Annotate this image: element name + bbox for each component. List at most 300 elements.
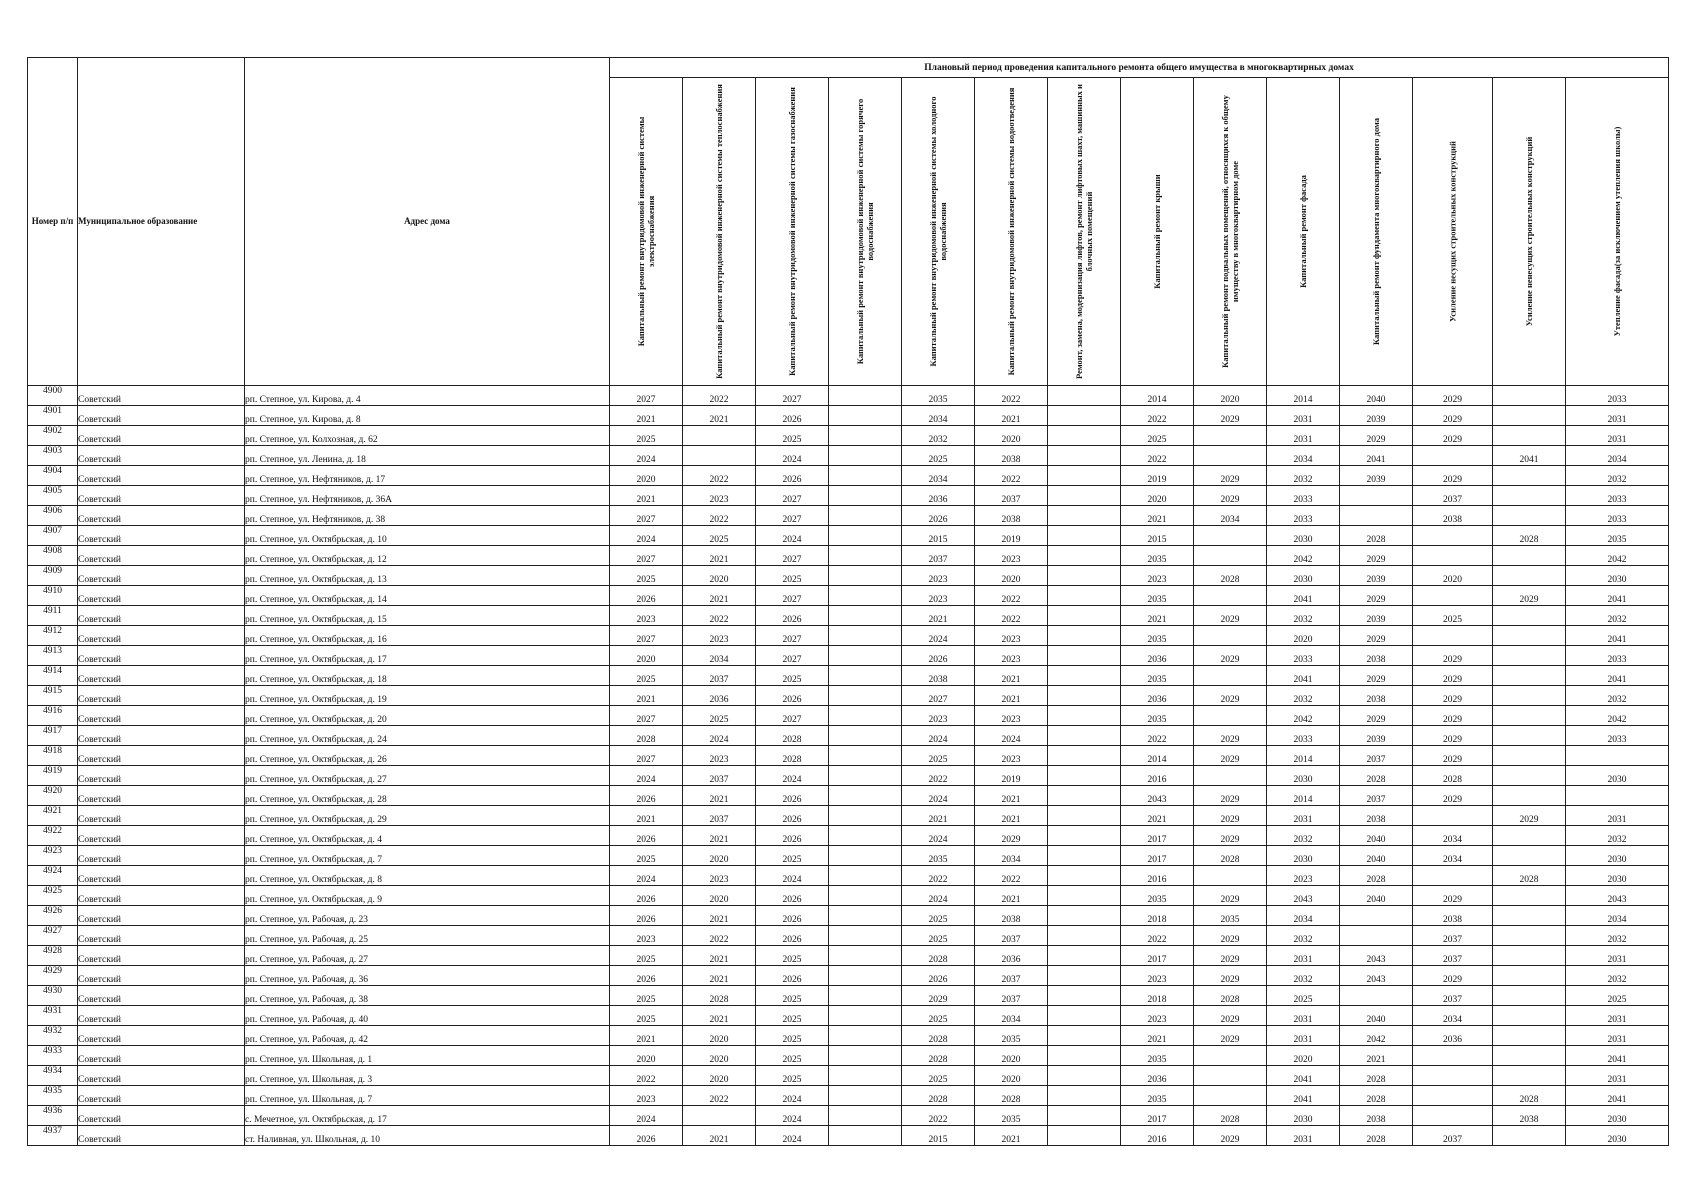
year-cell: 2022: [683, 1086, 756, 1106]
year-cell: 2029: [1413, 666, 1493, 686]
address-cell: рп. Степное, ул. Ленина, д. 18: [245, 446, 610, 466]
year-cell: [1493, 786, 1566, 806]
address-cell: рп. Степное, ул. Нефтяников, д. 38: [245, 506, 610, 526]
year-cell: [1413, 446, 1493, 466]
year-cell: 2020: [683, 566, 756, 586]
year-cell: 2028: [902, 1046, 975, 1066]
year-cell: 2028: [610, 726, 683, 746]
year-cell: 2028: [1340, 1066, 1413, 1086]
year-cell: 2037: [975, 926, 1048, 946]
year-cell: [1340, 986, 1413, 1006]
table-row: [28, 1026, 1669, 1046]
year-cell: 2020: [683, 1046, 756, 1066]
header-number: Номер п/п: [28, 58, 78, 386]
year-cell: 2035: [1121, 706, 1194, 726]
year-cell: 2032: [1566, 966, 1669, 986]
year-cell: [1048, 426, 1121, 446]
year-cell: 2023: [1267, 866, 1340, 886]
year-cell: 2024: [756, 766, 829, 786]
header-work-type: [683, 78, 756, 386]
year-cell: 2034: [1413, 1006, 1493, 1026]
year-cell: 2030: [1267, 846, 1340, 866]
year-cell: [829, 1106, 902, 1126]
year-cell: 2038: [902, 666, 975, 686]
year-cell: 2036: [683, 686, 756, 706]
year-cell: 2025: [610, 426, 683, 446]
year-cell: 2029: [1340, 546, 1413, 566]
year-cell: 2026: [756, 886, 829, 906]
year-cell: 2021: [1121, 806, 1194, 826]
year-cell: 2029: [1194, 1006, 1267, 1026]
year-cell: [829, 866, 902, 886]
year-cell: [1413, 546, 1493, 566]
table-row: [28, 426, 1669, 446]
year-cell: 2028: [756, 746, 829, 766]
year-cell: 2037: [975, 486, 1048, 506]
year-cell: 2021: [610, 686, 683, 706]
year-cell: [1048, 1006, 1121, 1026]
row-number: 4931: [28, 1006, 78, 1026]
table-row: [28, 506, 1669, 526]
address-cell: рп. Степное, ул. Нефтяников, д. 36А: [245, 486, 610, 506]
row-number: 4922: [28, 826, 78, 846]
year-cell: [1194, 626, 1267, 646]
year-cell: 2025: [1267, 986, 1340, 1006]
address-cell: рп. Степное, ул. Школьная, д. 3: [245, 1066, 610, 1086]
year-cell: [1048, 886, 1121, 906]
year-cell: 2028: [1493, 1086, 1566, 1106]
year-cell: 2035: [902, 386, 975, 406]
header-municipality: Муниципальное образование: [78, 58, 245, 386]
year-cell: 2037: [975, 966, 1048, 986]
year-cell: 2022: [610, 1066, 683, 1086]
year-cell: [829, 846, 902, 866]
year-cell: 2032: [1267, 926, 1340, 946]
year-cell: 2035: [1121, 886, 1194, 906]
year-cell: 2041: [1566, 1086, 1669, 1106]
year-cell: [1340, 486, 1413, 506]
year-cell: [1493, 546, 1566, 566]
row-number: 4936: [28, 1106, 78, 1126]
year-cell: [1048, 706, 1121, 726]
year-cell: [1048, 806, 1121, 826]
year-cell: 2028: [1340, 1126, 1413, 1146]
year-cell: 2024: [902, 726, 975, 746]
year-cell: [1493, 686, 1566, 706]
year-cell: 2027: [610, 506, 683, 526]
year-cell: [1340, 506, 1413, 526]
municipality-cell: Советский: [78, 706, 245, 726]
year-cell: 2041: [1566, 1046, 1669, 1066]
municipality-cell: Советский: [78, 906, 245, 926]
row-number: 4912: [28, 626, 78, 646]
year-cell: 2030: [1566, 566, 1669, 586]
year-cell: [829, 466, 902, 486]
year-cell: 2016: [1121, 866, 1194, 886]
municipality-cell: Советский: [78, 986, 245, 1006]
year-cell: 2029: [902, 986, 975, 1006]
year-cell: 2022: [902, 866, 975, 886]
table-row: [28, 906, 1669, 926]
address-cell: рп. Степное, ул. Нефтяников, д. 17: [245, 466, 610, 486]
year-cell: [829, 786, 902, 806]
year-cell: 2029: [1413, 726, 1493, 746]
row-number: 4900: [28, 386, 78, 406]
year-cell: 2024: [610, 866, 683, 886]
municipality-cell: Советский: [78, 866, 245, 886]
year-cell: [829, 706, 902, 726]
year-cell: 2037: [902, 546, 975, 566]
year-cell: [829, 826, 902, 846]
header-work-type: [1267, 78, 1340, 386]
year-cell: 2041: [1267, 586, 1340, 606]
municipality-cell: Советский: [78, 1006, 245, 1026]
year-cell: 2021: [975, 1126, 1048, 1146]
row-number: 4913: [28, 646, 78, 666]
year-cell: [1493, 386, 1566, 406]
year-cell: 2026: [610, 826, 683, 846]
year-cell: 2031: [1267, 1006, 1340, 1026]
year-cell: 2022: [975, 606, 1048, 626]
year-cell: 2023: [683, 486, 756, 506]
year-cell: 2022: [902, 766, 975, 786]
year-cell: 2026: [610, 586, 683, 606]
address-cell: рп. Степное, ул. Октябрьская, д. 27: [245, 766, 610, 786]
year-cell: 2026: [902, 646, 975, 666]
year-cell: 2014: [1267, 786, 1340, 806]
year-cell: 2023: [902, 566, 975, 586]
year-cell: 2014: [1267, 746, 1340, 766]
year-cell: 2032: [1267, 826, 1340, 846]
row-number: 4937: [28, 1126, 78, 1146]
municipality-cell: Советский: [78, 826, 245, 846]
year-cell: 2024: [975, 726, 1048, 746]
year-cell: [829, 526, 902, 546]
year-cell: 2024: [902, 886, 975, 906]
year-cell: 2030: [1566, 866, 1669, 886]
year-cell: 2036: [975, 946, 1048, 966]
table-row: [28, 846, 1669, 866]
year-cell: 2034: [902, 466, 975, 486]
year-cell: 2025: [756, 986, 829, 1006]
year-cell: [1413, 1046, 1493, 1066]
municipality-cell: Советский: [78, 1026, 245, 1046]
year-cell: 2014: [1121, 386, 1194, 406]
year-cell: 2029: [1194, 466, 1267, 486]
year-cell: 2023: [683, 626, 756, 646]
row-number: 4927: [28, 926, 78, 946]
year-cell: [1413, 1086, 1493, 1106]
year-cell: 2020: [683, 886, 756, 906]
year-cell: 2039: [1340, 406, 1413, 426]
year-cell: 2026: [756, 826, 829, 846]
year-cell: 2029: [1194, 806, 1267, 826]
year-cell: [1194, 1066, 1267, 1086]
address-cell: рп. Степное, ул. Школьная, д. 7: [245, 1086, 610, 1106]
municipality-cell: Советский: [78, 586, 245, 606]
year-cell: 2023: [975, 546, 1048, 566]
year-cell: 2031: [1267, 1026, 1340, 1046]
municipality-cell: Советский: [78, 526, 245, 546]
year-cell: 2031: [1566, 406, 1669, 426]
year-cell: 2024: [610, 766, 683, 786]
year-cell: 2027: [756, 626, 829, 646]
year-cell: 2017: [1121, 946, 1194, 966]
row-number: 4924: [28, 866, 78, 886]
year-cell: [1340, 926, 1413, 946]
year-cell: [1048, 1126, 1121, 1146]
address-cell: рп. Степное, ул. Рабочая, д. 38: [245, 986, 610, 1006]
municipality-cell: Советский: [78, 946, 245, 966]
header-work-type-label: Ремонт, замена, модернизация лифтов, ремонт лифтовых шахт, машинных и блочных помещений: [1074, 84, 1094, 379]
year-cell: [1048, 466, 1121, 486]
year-cell: 2020: [975, 1066, 1048, 1086]
year-cell: 2024: [756, 1126, 829, 1146]
year-cell: 2030: [1267, 1106, 1340, 1126]
year-cell: 2038: [975, 906, 1048, 926]
year-cell: 2021: [610, 406, 683, 426]
year-cell: 2025: [902, 926, 975, 946]
year-cell: 2042: [1267, 706, 1340, 726]
year-cell: [1048, 566, 1121, 586]
header-work-type: [1121, 78, 1194, 386]
year-cell: 2038: [1340, 1106, 1413, 1126]
year-cell: 2022: [1121, 726, 1194, 746]
address-cell: рп. Степное, ул. Октябрьская, д. 17: [245, 646, 610, 666]
year-cell: 2025: [610, 946, 683, 966]
year-cell: 2021: [975, 666, 1048, 686]
year-cell: [1048, 586, 1121, 606]
year-cell: [829, 726, 902, 746]
year-cell: 2039: [1340, 566, 1413, 586]
year-cell: [1413, 526, 1493, 546]
year-cell: 2015: [902, 1126, 975, 1146]
municipality-cell: Советский: [78, 1066, 245, 1086]
year-cell: 2023: [1121, 1006, 1194, 1026]
year-cell: 2021: [683, 966, 756, 986]
year-cell: [1493, 766, 1566, 786]
year-cell: 2021: [902, 606, 975, 626]
year-cell: 2023: [683, 746, 756, 766]
year-cell: 2026: [756, 606, 829, 626]
row-number: 4926: [28, 906, 78, 926]
year-cell: [829, 686, 902, 706]
year-cell: 2031: [1566, 1066, 1669, 1086]
year-cell: 2029: [1194, 1126, 1267, 1146]
year-cell: 2027: [902, 686, 975, 706]
year-cell: 2025: [756, 1066, 829, 1086]
year-cell: 2023: [1121, 566, 1194, 586]
year-cell: [1493, 726, 1566, 746]
table-row: [28, 606, 1669, 626]
year-cell: 2030: [1566, 1106, 1669, 1126]
year-cell: 2021: [610, 486, 683, 506]
year-cell: [829, 606, 902, 626]
address-cell: рп. Степное, ул. Октябрьская, д. 19: [245, 686, 610, 706]
year-cell: 2029: [1413, 646, 1493, 666]
year-cell: 2042: [1340, 1026, 1413, 1046]
year-cell: 2019: [1121, 466, 1194, 486]
year-cell: [1493, 1126, 1566, 1146]
year-cell: 2030: [1566, 846, 1669, 866]
municipality-cell: Советский: [78, 626, 245, 646]
municipality-cell: Советский: [78, 406, 245, 426]
year-cell: [829, 766, 902, 786]
year-cell: 2020: [975, 566, 1048, 586]
table-row: [28, 686, 1669, 706]
year-cell: [1194, 666, 1267, 686]
year-cell: 2029: [1340, 706, 1413, 726]
year-cell: 2032: [1566, 686, 1669, 706]
year-cell: 2020: [610, 1046, 683, 1066]
year-cell: 2022: [683, 466, 756, 486]
year-cell: 2036: [902, 486, 975, 506]
year-cell: 2029: [1413, 426, 1493, 446]
repair-schedule-table: [27, 57, 1669, 1146]
header-work-type-label: Капитальный ремонт фундамента многоквартирного дома: [1371, 117, 1381, 346]
year-cell: [1194, 526, 1267, 546]
year-cell: [829, 906, 902, 926]
address-cell: рп. Степное, ул. Октябрьская, д. 4: [245, 826, 610, 846]
year-cell: 2038: [975, 446, 1048, 466]
year-cell: 2036: [1121, 686, 1194, 706]
year-cell: 2019: [975, 526, 1048, 546]
year-cell: [1048, 986, 1121, 1006]
year-cell: 2019: [975, 766, 1048, 786]
year-cell: 2027: [756, 706, 829, 726]
row-number: 4920: [28, 786, 78, 806]
municipality-cell: Советский: [78, 546, 245, 566]
address-cell: рп. Степное, ул. Октябрьская, д. 18: [245, 666, 610, 686]
header-address: Адрес дома: [245, 58, 610, 386]
row-number: 4925: [28, 886, 78, 906]
year-cell: 2029: [1194, 606, 1267, 626]
year-cell: 2021: [975, 806, 1048, 826]
year-cell: 2022: [975, 466, 1048, 486]
year-cell: 2021: [1121, 1026, 1194, 1046]
row-number: 4929: [28, 966, 78, 986]
year-cell: 2034: [1267, 906, 1340, 926]
header-work-type: [1048, 78, 1121, 386]
year-cell: 2030: [1566, 1126, 1669, 1146]
address-cell: рп. Степное, ул. Рабочая, д. 36: [245, 966, 610, 986]
municipality-cell: Советский: [78, 606, 245, 626]
year-cell: 2031: [1566, 1026, 1669, 1046]
year-cell: 2027: [610, 626, 683, 646]
municipality-cell: Советский: [78, 846, 245, 866]
table-row: [28, 806, 1669, 826]
year-cell: 2021: [683, 1006, 756, 1026]
year-cell: 2025: [756, 666, 829, 686]
table-row: [28, 1086, 1669, 1106]
year-cell: [1493, 606, 1566, 626]
header-work-type: [1194, 78, 1267, 386]
year-cell: 2022: [1121, 406, 1194, 426]
table-row: [28, 586, 1669, 606]
address-cell: рп. Степное, ул. Октябрьская, д. 16: [245, 626, 610, 646]
address-cell: рп. Степное, ул. Октябрьская, д. 26: [245, 746, 610, 766]
year-cell: 2041: [1267, 1086, 1340, 1106]
table-row: [28, 766, 1669, 786]
year-cell: 2026: [756, 406, 829, 426]
year-cell: 2024: [902, 626, 975, 646]
municipality-cell: Советский: [78, 1126, 245, 1146]
year-cell: 2030: [1267, 566, 1340, 586]
year-cell: [1048, 1026, 1121, 1046]
year-cell: 2035: [1121, 546, 1194, 566]
year-cell: 2023: [610, 926, 683, 946]
year-cell: [1493, 906, 1566, 926]
year-cell: 2025: [902, 906, 975, 926]
row-number: 4908: [28, 546, 78, 566]
header-work-type: [756, 78, 829, 386]
year-cell: [1048, 1066, 1121, 1086]
year-cell: 2021: [683, 406, 756, 426]
year-cell: [1493, 466, 1566, 486]
year-cell: 2025: [902, 746, 975, 766]
year-cell: 2017: [1121, 826, 1194, 846]
municipality-cell: Советский: [78, 886, 245, 906]
year-cell: 2026: [756, 926, 829, 946]
year-cell: 2023: [975, 706, 1048, 726]
row-number: 4933: [28, 1046, 78, 1066]
municipality-cell: Советский: [78, 926, 245, 946]
year-cell: 2020: [683, 846, 756, 866]
year-cell: 2034: [1413, 826, 1493, 846]
year-cell: [1048, 726, 1121, 746]
year-cell: [1493, 926, 1566, 946]
municipality-cell: Советский: [78, 566, 245, 586]
year-cell: [1194, 1086, 1267, 1106]
table-row: [28, 946, 1669, 966]
year-cell: 2027: [610, 706, 683, 726]
year-cell: 2021: [975, 886, 1048, 906]
year-cell: 2028: [1493, 526, 1566, 546]
year-cell: 2037: [975, 986, 1048, 1006]
year-cell: 2035: [1121, 1086, 1194, 1106]
year-cell: 2025: [683, 526, 756, 546]
table-row: [28, 626, 1669, 646]
year-cell: 2032: [1267, 466, 1340, 486]
year-cell: 2029: [1194, 786, 1267, 806]
year-cell: 2042: [1566, 706, 1669, 726]
year-cell: 2029: [1194, 1026, 1267, 1046]
year-cell: 2024: [902, 826, 975, 846]
year-cell: [1493, 946, 1566, 966]
header-work-type: [1413, 78, 1493, 386]
year-cell: 2025: [610, 846, 683, 866]
year-cell: 2025: [1121, 426, 1194, 446]
table-row: [28, 446, 1669, 466]
year-cell: 2029: [1194, 926, 1267, 946]
year-cell: 2029: [1413, 786, 1493, 806]
address-cell: рп. Степное, ул. Школьная, д. 1: [245, 1046, 610, 1066]
year-cell: [1194, 546, 1267, 566]
year-cell: 2032: [1566, 826, 1669, 846]
header-work-type-label: Капитальный ремонт внутридомовой инженерной системы теплоснабжения: [714, 84, 724, 379]
year-cell: 2023: [610, 1086, 683, 1106]
year-cell: 2028: [1413, 766, 1493, 786]
municipality-cell: Советский: [78, 786, 245, 806]
year-cell: [1048, 666, 1121, 686]
year-cell: 2026: [610, 1126, 683, 1146]
year-cell: 2022: [683, 386, 756, 406]
year-cell: [1493, 966, 1566, 986]
year-cell: 2021: [683, 826, 756, 846]
year-cell: 2021: [975, 406, 1048, 426]
year-cell: 2017: [1121, 846, 1194, 866]
year-cell: 2040: [1340, 846, 1413, 866]
